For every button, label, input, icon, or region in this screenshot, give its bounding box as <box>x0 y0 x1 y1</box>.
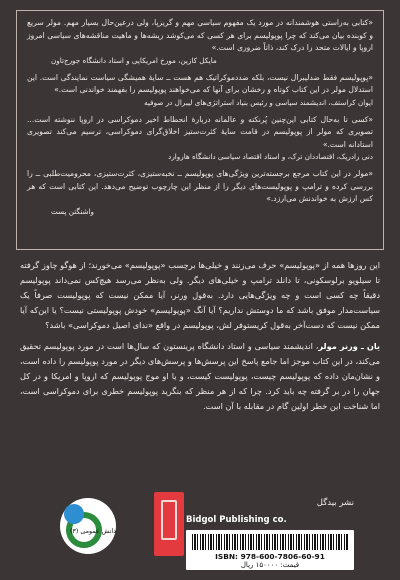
blurb-paragraph-2-text: ، اندیشمند سیاسی و استاد دانشگاه پرینستون که سال‌ها است در مورد پوپولیسم تحقیق می‌کند، در این کتاب موجز اما جامع پاسخ این پرسش‌ها و پرسش‌های دیگر در مورد پوپولیسم را داده است، و نشان‌مان داده که پوپولیسم چیست، پوپولیست کیست، و یا او موج پوپولیسم که اروپا و امریکا و در کل جهان را در بر گرفته چه باید کرد. چرا که از هر منظر که بنگرید پوپولیسم خطری برای دموکراسی است، اما شناخت این خطر اولین گام در مقابله با آن است. <box>20 341 380 411</box>
testimonial-quote: «کسی تا به‌حال کتابی این‌چنین پُرنکته و عالمانه دربارهٔ انحطاط اخیر دموکراسی در اروپا ننوشته است... تصویری که مولر از پوپولیسم در قامت سایهٔ کثرت‌ستیز اخلاق‌گرای دموکراسی، ترسیم می‌کند تصویری استادانه است.» <box>27 114 373 149</box>
testimonial-quote: «کتابی به‌راستی هوشمندانه در مورد یک مفهوم سیاسی مهم و گریزپا، ولی درعین‌حال بسیار مهم. مولر سریع و کوبنده بیان می‌کند که چرا پوپولیسم برای هر کسی که می‌کوشد ریشه‌ها و ماهیت مناقشه‌های سیاسی امروز اروپا و ایالات متحد را درک کند، ذاتاً ضروری است.» <box>27 18 373 52</box>
author-name: یان ـ ورنر مولر <box>318 341 380 351</box>
testimonial-quote: «مولر در این کتاب مرجع برجسته‌ترین ویژگی‌های پوپولیسم ــ نخبه‌ستیزی، کثرت‌ستیزی، محرومیت‌طلبی ــ را بررسی کرده و ترامپ و پوپولیست‌های دیگر را از منظر این چارچوب توضیح می‌دهد. این کتابی است که هر کس ارزش به خواندنش می‌ارزد.» <box>27 169 373 203</box>
series-label: دانش عمومی (۳) <box>70 528 116 535</box>
isbn: ISBN: 978-600-7806-60-91 <box>215 552 325 561</box>
testimonials-panel <box>16 10 384 250</box>
testimonial-author: واشنگتن پست <box>51 206 95 216</box>
series-badge <box>60 498 116 554</box>
barcode-bars <box>192 534 348 550</box>
publisher-name-fa: نشر بیدگل <box>316 498 354 508</box>
publisher-name-en: Bidgol Publishing co. <box>186 515 287 525</box>
publisher-logo-icon <box>154 492 184 556</box>
blurb-paragraph-2 <box>20 339 380 414</box>
blurb <box>20 258 380 420</box>
testimonial-author: ایوان کراستف، اندیشمند سیاسی و رئیس بنیاد استراتژی‌های لیبرال در صوفیه <box>144 97 373 107</box>
price: قیمت: ۱۵۰۰۰۰ ریال <box>240 561 300 569</box>
testimonial-author: دنی رادریک، اقتصاددان ترک، و استاد اقتصاد سیاسی دانشگاه هاروارد <box>168 152 373 161</box>
blurb-paragraph-1: این روزها همه از «پوپولیسم» حرف می‌زنند و خیلی‌ها برچسب «پوپولیسم» می‌خورند؛ از هوگو چاوز گرفته تا سیلویو برلوسکونی، تا دانلد ترامپ و خیلی‌های دیگر. ولی به‌نظر می‌رسد هیچ‌کس نمی‌داند پوپولیسم دقیقاً چه کسی است و چه ویژگی‌هایی دارد. به‌قول ورنر، آیا ممکن نیست که پوپولیست صرفاً یک سیاست‌مدار موفق باشد که ما دوستش نداریم؟ آیا آنگ «پوپولیسم» خودش پوپولیستی نیست؟ یا این‌که آیا ممکن نیست که دست‌آخر به‌قول کریستوفر لش، پوپولیسم در واقع «ندای اصیل دموکراسی» باشد؟ <box>20 260 380 330</box>
testimonial-quote: «پوپولیسم فقط ضدلیبرال نیست، بلکه ضددموکراتیک هم هست ــ سایهٔ همیشگی سیاست نمایندگی است. این استدلال مولر در این کتاب کوتاه و رخشان برای آنها که می‌خواهند پوپولیسم را بفهمند خواندنی است.» <box>27 72 373 94</box>
testimonial-author: مایکل کازین، مورخ امریکایی و استاد دانشگاه جورج‌تاون <box>51 55 217 65</box>
series-dot-icon <box>64 504 84 524</box>
barcode <box>186 530 354 570</box>
